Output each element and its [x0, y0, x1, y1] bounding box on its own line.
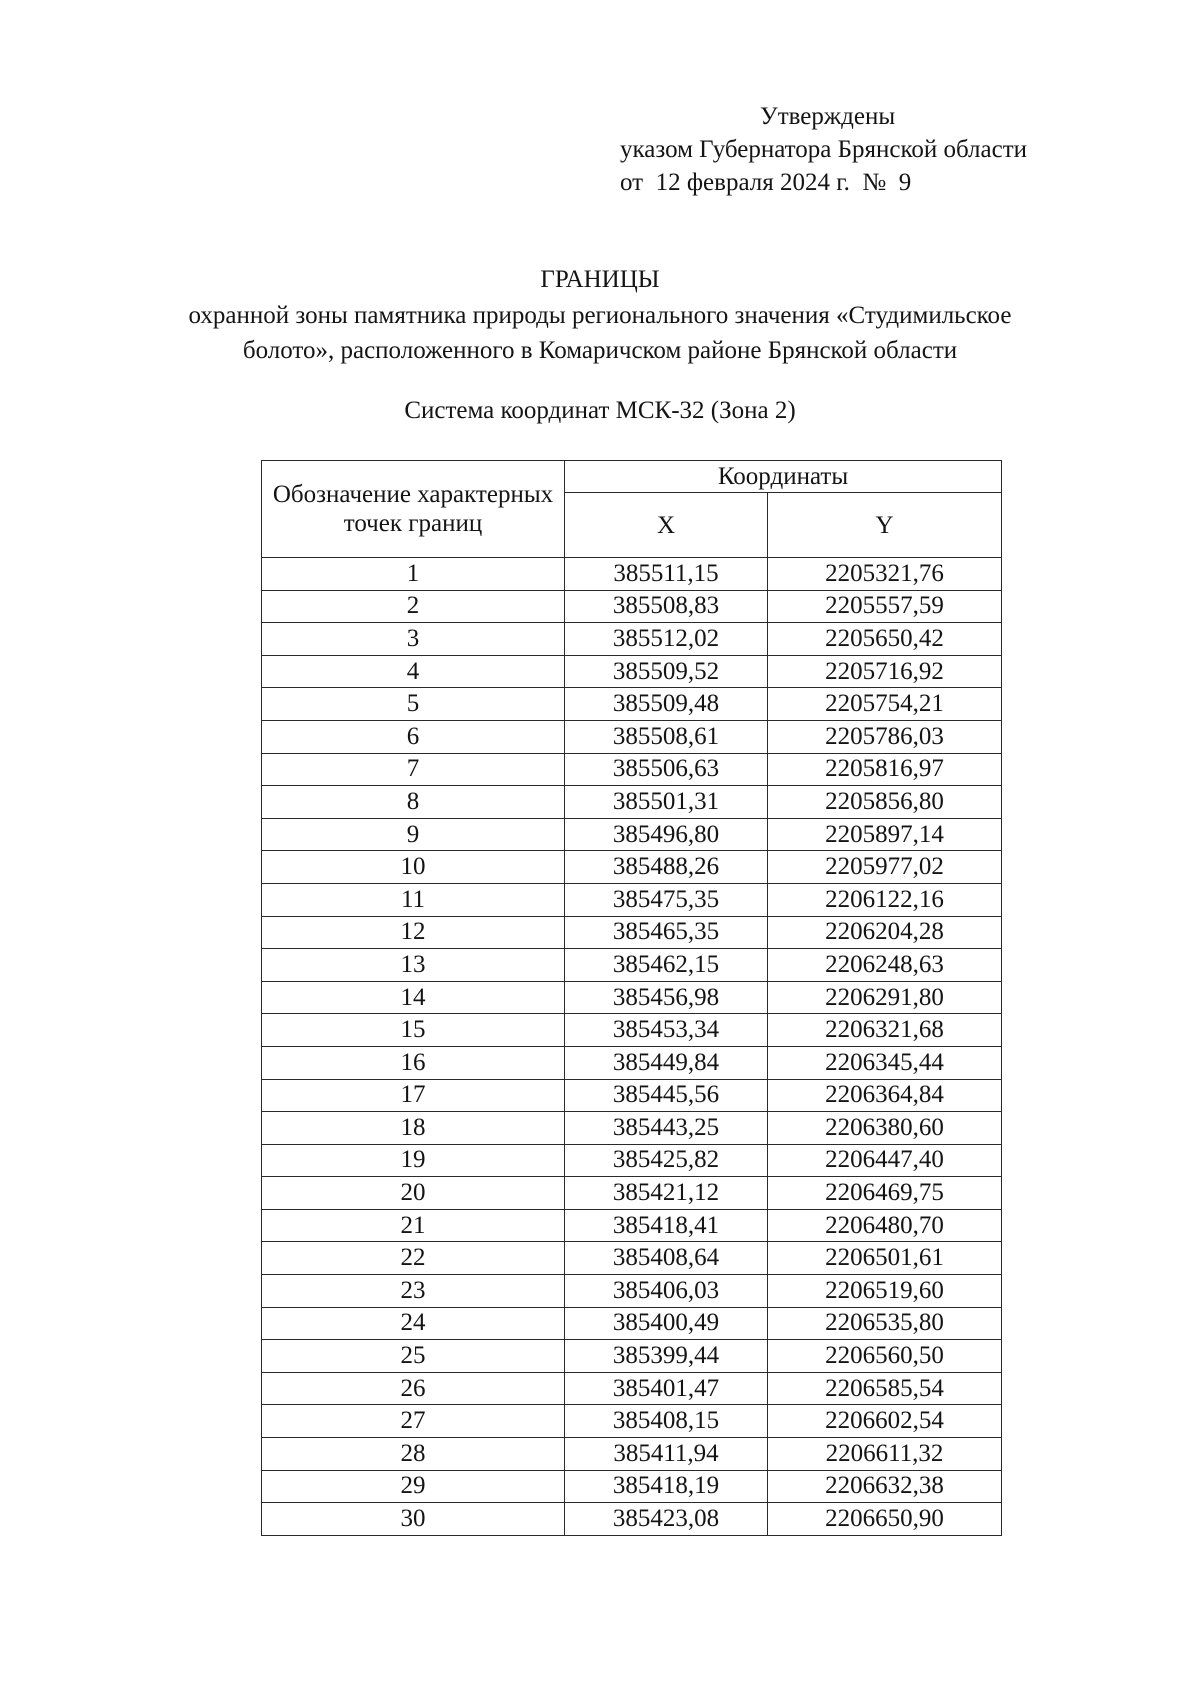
- coord-x-cell: 385408,64: [565, 1242, 768, 1275]
- subtitle-line-2: болото», расположенного в Комаричском районе Брянской области: [242, 337, 958, 364]
- table-row: [262, 949, 1002, 982]
- coord-y-cell: 2206122,16: [768, 883, 1002, 916]
- table-row: [262, 1209, 1002, 1242]
- coord-x-cell: 385456,98: [565, 981, 768, 1014]
- table-row: [262, 688, 1002, 721]
- document-title: ГРАНИЦЫ: [540, 266, 660, 293]
- coord-x-cell: 385465,35: [565, 916, 768, 949]
- table-body: [262, 558, 1002, 1536]
- point-number-cell: 2: [262, 590, 565, 623]
- point-number-cell: 20: [262, 1177, 565, 1210]
- coord-y-cell: 2206560,50: [768, 1340, 1002, 1373]
- point-number-cell: 13: [262, 949, 565, 982]
- table-row: [262, 558, 1002, 591]
- coordinates-table: [261, 460, 1002, 1536]
- subtitle-line-1: охранной зоны памятника природы регионального значения «Студимильское: [188, 302, 1012, 329]
- coord-x-cell: 385401,47: [565, 1372, 768, 1405]
- approval-line-decree: указом Губернатора Брянской области: [620, 136, 1028, 163]
- coord-y-cell: 2206248,63: [768, 949, 1002, 982]
- coord-y-cell: 2206345,44: [768, 1046, 1002, 1079]
- point-number-cell: 16: [262, 1046, 565, 1079]
- table-row: [262, 623, 1002, 656]
- point-number-cell: 9: [262, 818, 565, 851]
- table-row: [262, 1340, 1002, 1373]
- header-x: X: [565, 493, 768, 558]
- coord-x-cell: 385462,15: [565, 949, 768, 982]
- point-number-cell: 19: [262, 1144, 565, 1177]
- coord-y-cell: 2206519,60: [768, 1275, 1002, 1308]
- coordinate-system-label: Система координат МСК-32 (Зона 2): [404, 397, 796, 424]
- coord-x-cell: 385443,25: [565, 1112, 768, 1145]
- table-row: [262, 883, 1002, 916]
- point-number-cell: 25: [262, 1340, 565, 1373]
- table-row: [262, 1470, 1002, 1503]
- coord-x-cell: 385423,08: [565, 1503, 768, 1536]
- point-number-cell: 8: [262, 786, 565, 819]
- table-row: [262, 1014, 1002, 1047]
- coord-x-cell: 385496,80: [565, 818, 768, 851]
- coord-y-cell: 2206535,80: [768, 1307, 1002, 1340]
- point-number-cell: 1: [262, 558, 565, 591]
- table-row: [262, 720, 1002, 753]
- coord-x-cell: 385453,34: [565, 1014, 768, 1047]
- coord-y-cell: 2206447,40: [768, 1144, 1002, 1177]
- coord-y-cell: 2206291,80: [768, 981, 1002, 1014]
- header-designation: Обозначение характерных точек границ: [262, 461, 565, 558]
- point-number-cell: 17: [262, 1079, 565, 1112]
- coord-x-cell: 385509,52: [565, 655, 768, 688]
- table-row: [262, 753, 1002, 786]
- approval-line-date-number: от 12 февраля 2024 г. № 9: [620, 169, 912, 196]
- document-subtitle: [0, 298, 1200, 368]
- coord-y-cell: 2205977,02: [768, 851, 1002, 884]
- coord-y-cell: 2205754,21: [768, 688, 1002, 721]
- coord-x-cell: 385411,94: [565, 1438, 768, 1471]
- coord-x-cell: 385406,03: [565, 1275, 768, 1308]
- coord-y-cell: 2206480,70: [768, 1209, 1002, 1242]
- coord-x-cell: 385425,82: [565, 1144, 768, 1177]
- coord-x-cell: 385508,83: [565, 590, 768, 623]
- point-number-cell: 10: [262, 851, 565, 884]
- coord-x-cell: 385512,02: [565, 623, 768, 656]
- table-row: [262, 1438, 1002, 1471]
- coord-x-cell: 385488,26: [565, 851, 768, 884]
- coord-y-cell: 2206321,68: [768, 1014, 1002, 1047]
- header-y: Y: [768, 493, 1002, 558]
- coord-y-cell: 2206501,61: [768, 1242, 1002, 1275]
- point-number-cell: 5: [262, 688, 565, 721]
- coord-x-cell: 385475,35: [565, 883, 768, 916]
- point-number-cell: 4: [262, 655, 565, 688]
- table-row: [262, 1079, 1002, 1112]
- table-row: [262, 1307, 1002, 1340]
- table-row: [262, 1177, 1002, 1210]
- table-row: [262, 818, 1002, 851]
- coord-y-cell: 2205816,97: [768, 753, 1002, 786]
- table-row: [262, 655, 1002, 688]
- coord-y-cell: 2206204,28: [768, 916, 1002, 949]
- coord-x-cell: 385445,56: [565, 1079, 768, 1112]
- table-row: [262, 1275, 1002, 1308]
- approval-block: [620, 100, 1140, 199]
- coord-x-cell: 385400,49: [565, 1307, 768, 1340]
- table-row: [262, 1242, 1002, 1275]
- coord-x-cell: 385506,63: [565, 753, 768, 786]
- point-number-cell: 7: [262, 753, 565, 786]
- point-number-cell: 22: [262, 1242, 565, 1275]
- coord-x-cell: 385509,48: [565, 688, 768, 721]
- coord-x-cell: 385511,15: [565, 558, 768, 591]
- coord-y-cell: 2205557,59: [768, 590, 1002, 623]
- table-row: [262, 786, 1002, 819]
- coord-x-cell: 385418,19: [565, 1470, 768, 1503]
- approval-line-approved: Утверждены: [760, 103, 896, 130]
- point-number-cell: 6: [262, 720, 565, 753]
- coord-x-cell: 385449,84: [565, 1046, 768, 1079]
- coord-y-cell: 2206650,90: [768, 1503, 1002, 1536]
- coord-y-cell: 2205786,03: [768, 720, 1002, 753]
- point-number-cell: 29: [262, 1470, 565, 1503]
- table-row: [262, 916, 1002, 949]
- coord-y-cell: 2206602,54: [768, 1405, 1002, 1438]
- table-row: [262, 1046, 1002, 1079]
- point-number-cell: 23: [262, 1275, 565, 1308]
- coord-y-cell: 2206611,32: [768, 1438, 1002, 1471]
- header-coordinates: Координаты: [565, 461, 1002, 493]
- point-number-cell: 21: [262, 1209, 565, 1242]
- table-row: [262, 1503, 1002, 1536]
- coord-y-cell: 2205856,80: [768, 786, 1002, 819]
- table-row: [262, 1372, 1002, 1405]
- coord-y-cell: 2206469,75: [768, 1177, 1002, 1210]
- coord-x-cell: 385421,12: [565, 1177, 768, 1210]
- coord-x-cell: 385501,31: [565, 786, 768, 819]
- point-number-cell: 24: [262, 1307, 565, 1340]
- point-number-cell: 3: [262, 623, 565, 656]
- point-number-cell: 27: [262, 1405, 565, 1438]
- point-number-cell: 30: [262, 1503, 565, 1536]
- point-number-cell: 18: [262, 1112, 565, 1145]
- point-number-cell: 28: [262, 1438, 565, 1471]
- table-row: [262, 1112, 1002, 1145]
- coord-x-cell: 385399,44: [565, 1340, 768, 1373]
- coord-y-cell: 2205321,76: [768, 558, 1002, 591]
- point-number-cell: 26: [262, 1372, 565, 1405]
- table-row: [262, 590, 1002, 623]
- coord-y-cell: 2206380,60: [768, 1112, 1002, 1145]
- table-row: [262, 1144, 1002, 1177]
- table-row: [262, 981, 1002, 1014]
- point-number-cell: 14: [262, 981, 565, 1014]
- table-row: [262, 1405, 1002, 1438]
- coord-y-cell: 2205716,92: [768, 655, 1002, 688]
- point-number-cell: 11: [262, 883, 565, 916]
- coord-x-cell: 385408,15: [565, 1405, 768, 1438]
- coord-y-cell: 2205650,42: [768, 623, 1002, 656]
- coord-y-cell: 2205897,14: [768, 818, 1002, 851]
- coord-x-cell: 385418,41: [565, 1209, 768, 1242]
- table-row: [262, 851, 1002, 884]
- point-number-cell: 12: [262, 916, 565, 949]
- coord-y-cell: 2206364,84: [768, 1079, 1002, 1112]
- coord-y-cell: 2206632,38: [768, 1470, 1002, 1503]
- point-number-cell: 15: [262, 1014, 565, 1047]
- coord-y-cell: 2206585,54: [768, 1372, 1002, 1405]
- coord-x-cell: 385508,61: [565, 720, 768, 753]
